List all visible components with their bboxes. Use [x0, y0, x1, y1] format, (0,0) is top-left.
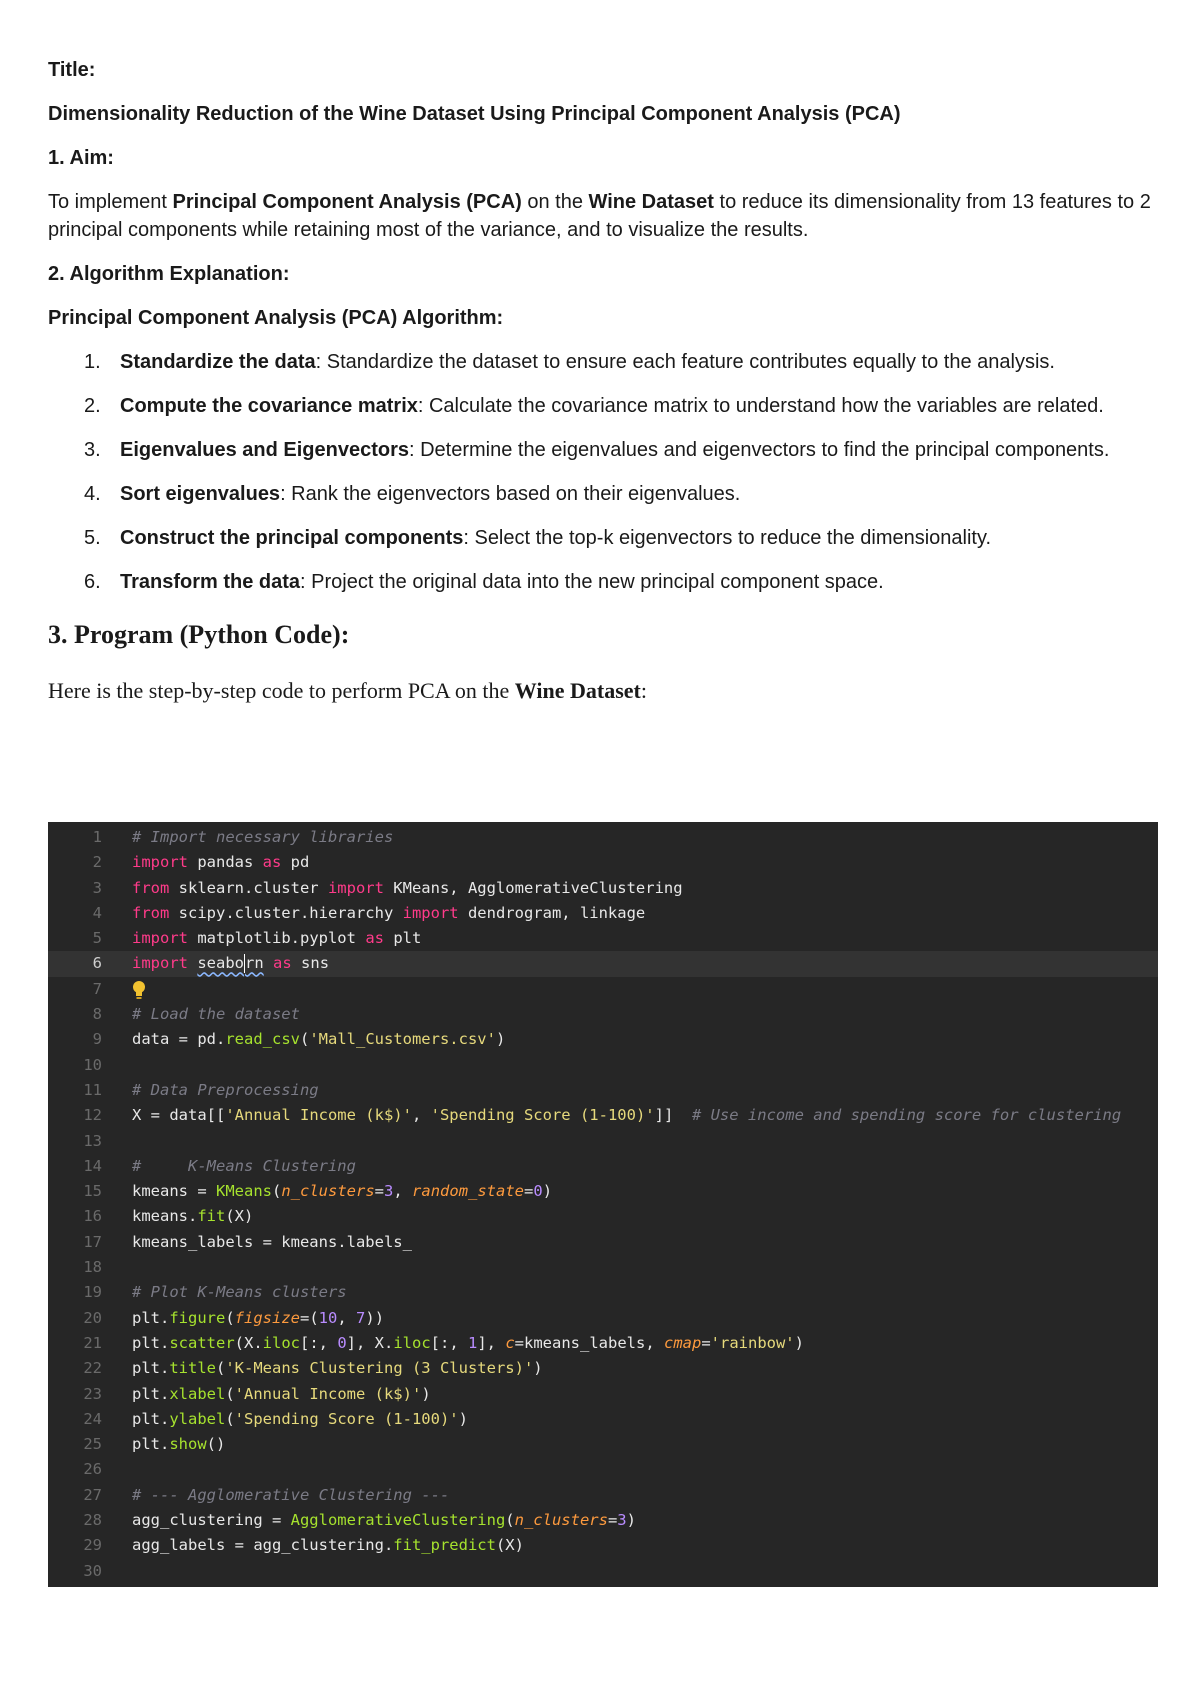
code-token: 'Annual Income (k$)' [234, 1384, 422, 1403]
code-line [48, 850, 1158, 875]
code-token: [:, [299, 1333, 338, 1352]
code-token: =( [300, 1308, 319, 1327]
code-token: ( [225, 1409, 235, 1428]
aim-text-2: on the [521, 191, 589, 213]
code-token: iloc [393, 1333, 431, 1352]
code-text [132, 1002, 300, 1027]
step-term: Sort eigenvalues [120, 483, 281, 505]
code-token: dendrogram, linkage [458, 903, 646, 922]
program-intro [48, 676, 1158, 706]
code-text [132, 1306, 384, 1331]
code-token: plt [383, 929, 422, 948]
step-number: 5. [84, 527, 101, 549]
code-token: plt. [132, 1409, 170, 1428]
code-token: ) [495, 1030, 506, 1049]
code-text [132, 1027, 505, 1052]
step-number: 2. [84, 395, 101, 417]
line-number: 8 [92, 1005, 102, 1024]
line-number: 12 [83, 1106, 102, 1125]
code-text [132, 1230, 412, 1255]
step-description: : Select the top-k eigenvectors to reduce the dimensionality. [463, 527, 992, 549]
code-line [48, 1280, 1158, 1305]
code-token: = [701, 1333, 711, 1352]
title-label: Title: [48, 59, 96, 81]
code-text [132, 1432, 225, 1457]
code-keyword: import [132, 929, 188, 948]
line-number: 20 [83, 1308, 102, 1327]
code-line [48, 1027, 1158, 1052]
code-keyword: import [402, 903, 459, 922]
code-token: =kmeans_labels, [514, 1333, 664, 1352]
step-term: Standardize the data [120, 351, 316, 373]
code-token: agg_clustering = [132, 1511, 291, 1530]
code-token: plt. [132, 1435, 170, 1454]
code-token: title [169, 1359, 216, 1378]
code-comment: # Import necessary libraries [132, 828, 394, 846]
code-line [48, 1306, 1158, 1331]
algorithm-subheading: Principal Component Analysis (PCA) Algorithm: [48, 307, 504, 329]
code-text [132, 1382, 431, 1407]
aim-heading: 1. Aim: [48, 147, 114, 169]
line-number: 16 [83, 1207, 102, 1226]
code-token: kmeans. [132, 1207, 198, 1226]
program-heading: 3. Program (Python Code): [48, 620, 350, 649]
line-number: 15 [83, 1182, 102, 1201]
code-token: ) [626, 1511, 636, 1530]
code-line [48, 1407, 1158, 1432]
code-text [132, 1280, 347, 1305]
code-text [132, 1204, 253, 1229]
aim-bold-dataset: Wine Dataset [588, 191, 714, 213]
code-token: agg_labels = agg_clustering. [132, 1536, 394, 1555]
step-number: 4. [84, 483, 101, 505]
code-line [48, 1559, 1158, 1584]
code-token: ) [794, 1333, 804, 1352]
code-token: scatter [169, 1333, 235, 1352]
code-text [132, 850, 309, 875]
step-description: : Determine the eigenvalues and eigenvectors to find the principal components. [409, 439, 1110, 461]
list-item [48, 436, 1158, 464]
code-token: pd [281, 853, 310, 872]
code-line [48, 1230, 1158, 1255]
code-line [48, 1053, 1158, 1078]
code-token: show [169, 1435, 207, 1454]
line-number: 27 [83, 1485, 102, 1504]
code-token: X = data[[ [132, 1106, 226, 1125]
code-text [132, 1331, 804, 1356]
list-item [48, 392, 1158, 420]
code-token: sns [291, 954, 330, 973]
line-number: 30 [83, 1561, 102, 1580]
code-keyword: from [132, 903, 170, 922]
step-description: : Rank the eigenvectors based on their eigenvalues. [280, 483, 741, 505]
aim-text-1: To implement [48, 191, 173, 213]
code-token: 'Annual Income (k$)' [225, 1106, 412, 1125]
code-line [48, 977, 1158, 1002]
code-token: figure [169, 1308, 226, 1327]
list-item [48, 480, 1158, 508]
code-text [132, 825, 393, 850]
lightbulb-icon[interactable] [132, 980, 146, 1000]
line-number: 13 [83, 1131, 102, 1150]
code-text [132, 1103, 1121, 1128]
code-token: c [505, 1333, 515, 1352]
code-keyword: import [132, 954, 188, 973]
step-description: : Calculate the covariance matrix to understand how the variables are related. [417, 395, 1104, 417]
line-number: 24 [83, 1409, 102, 1428]
code-token: matplotlib.pyplot [188, 929, 366, 948]
code-token: () [206, 1435, 226, 1454]
code-token: cmap [663, 1333, 702, 1352]
line-number: 2 [92, 853, 102, 872]
code-line [48, 825, 1158, 850]
code-token: [:, [430, 1333, 468, 1352]
aim-text-3: to reduce its dimensionality from 13 features to 2 principal components while retaining most of the variance, and to visualize the results. [48, 191, 1151, 241]
step-term: Eigenvalues and Eigenvectors [120, 439, 409, 461]
code-keyword: as [273, 954, 292, 973]
line-number: 1 [92, 828, 102, 846]
code-text [132, 1078, 319, 1103]
list-item [48, 348, 1158, 376]
code-line [48, 1255, 1158, 1280]
code-comment: # Data Preprocessing [132, 1080, 319, 1099]
code-line [48, 1483, 1158, 1508]
code-token: )) [365, 1308, 385, 1327]
line-number: 10 [83, 1055, 102, 1074]
document-title: Dimensionality Reduction of the Wine Dataset Using Principal Component Analysis (PCA) [48, 103, 901, 125]
code-text [132, 1508, 636, 1533]
code-line-active[interactable] [48, 951, 1158, 976]
code-token: ( [216, 1359, 226, 1378]
program-intro-colon: : [640, 678, 647, 703]
code-token: 10 [318, 1308, 338, 1327]
code-token: 3 [384, 1182, 394, 1201]
code-token: ], [477, 1333, 506, 1352]
line-number: 21 [83, 1333, 102, 1352]
step-description: : Project the original data into the new principal component space. [300, 571, 884, 593]
program-intro-text: Here is the step-by-step code to perform PCA on the [48, 678, 515, 703]
code-text [132, 1483, 449, 1508]
code-token: ) [542, 1182, 553, 1201]
aim-paragraph [48, 188, 1158, 244]
code-token: ], X. [346, 1333, 394, 1352]
list-item [48, 524, 1158, 552]
code-line [48, 1204, 1158, 1229]
code-text [132, 1179, 552, 1204]
code-line [48, 901, 1158, 926]
code-token: ) [421, 1384, 431, 1403]
code-token: , [411, 1106, 431, 1125]
code-line [48, 1154, 1158, 1179]
line-number: 28 [83, 1511, 102, 1530]
code-keyword: as [262, 853, 282, 872]
code-token: ( [225, 1384, 235, 1403]
code-token: AgglomerativeClustering [290, 1511, 506, 1530]
code-token: 'Mall_Customers.csv' [309, 1030, 496, 1049]
aim-bold-pca: Principal Component Analysis (PCA) [172, 191, 522, 213]
code-line [48, 1432, 1158, 1457]
code-token: KMeans, AgglomerativeClustering [383, 878, 683, 897]
code-line [48, 1103, 1158, 1128]
code-token: plt. [132, 1308, 170, 1327]
code-line [48, 1508, 1158, 1533]
code-token: ylabel [169, 1409, 226, 1428]
code-text [132, 1533, 524, 1558]
code-keyword: import [327, 878, 384, 897]
code-comment: # K-Means Clustering [132, 1156, 356, 1175]
line-number: 3 [92, 878, 102, 897]
algorithm-heading: 2. Algorithm Explanation: [48, 263, 290, 285]
code-comment: # --- Agglomerative Clustering --- [132, 1485, 450, 1504]
line-number: 19 [83, 1283, 102, 1302]
code-text [132, 926, 421, 951]
code-token: plt. [132, 1333, 170, 1352]
code-token: 'Spending Score (1-100)' [234, 1409, 459, 1428]
code-token: xlabel [169, 1384, 226, 1403]
code-token: fit [197, 1207, 226, 1226]
code-token: ( [272, 1182, 282, 1201]
code-token: ( [299, 1030, 310, 1049]
code-keyword: from [132, 878, 170, 897]
code-line [48, 1078, 1158, 1103]
line-number: 17 [83, 1232, 102, 1251]
code-token: 'rainbow' [710, 1333, 795, 1352]
code-token: ]] [654, 1106, 692, 1125]
code-token: seabo [197, 954, 245, 973]
code-token: plt. [132, 1359, 170, 1378]
code-token: KMeans [216, 1182, 272, 1201]
step-term: Construct the principal components [120, 527, 464, 549]
code-token: n_clusters [514, 1511, 608, 1530]
code-token: 0 [533, 1182, 543, 1201]
code-text [132, 1154, 356, 1179]
code-token: pandas [188, 853, 263, 872]
code-token: = [524, 1182, 534, 1201]
code-editor-screenshot [48, 822, 1158, 1587]
line-number: 9 [92, 1030, 102, 1049]
code-keyword: import [132, 853, 188, 872]
code-text [132, 901, 645, 926]
code-line [48, 1002, 1158, 1027]
code-keyword: as [365, 929, 384, 948]
code-line [48, 1457, 1158, 1482]
step-description: : Standardize the dataset to ensure each feature contributes equally to the analysis. [315, 351, 1055, 373]
step-term: Transform the data [120, 571, 301, 593]
code-text [132, 1356, 543, 1381]
document-body [48, 56, 1158, 724]
code-comment: # Use income and spending score for clustering [691, 1106, 1122, 1125]
step-number: 1. [84, 351, 101, 373]
step-number: 3. [84, 439, 101, 461]
code-line [48, 926, 1158, 951]
code-token: scipy.cluster.hierarchy [169, 903, 403, 922]
code-token: figsize [234, 1308, 300, 1327]
code-token: data = pd. [132, 1030, 226, 1049]
code-token: kmeans = [132, 1182, 216, 1201]
line-number: 11 [83, 1080, 102, 1099]
code-line [48, 1179, 1158, 1204]
algorithm-steps [48, 348, 1158, 596]
code-token: 1 [467, 1333, 478, 1352]
line-number: 29 [83, 1536, 102, 1555]
code-token: 3 [617, 1511, 627, 1530]
code-token: read_csv [225, 1030, 300, 1049]
code-token: ( [505, 1511, 515, 1530]
line-number: 7 [92, 979, 102, 998]
step-term: Compute the covariance matrix [120, 395, 418, 417]
step-number: 6. [84, 571, 101, 593]
code-token: , [393, 1182, 413, 1201]
code-text [132, 951, 329, 976]
code-token: , [337, 1308, 357, 1327]
code-token: = [607, 1511, 618, 1530]
code-line [48, 1356, 1158, 1381]
line-number: 26 [83, 1460, 102, 1479]
code-line [48, 876, 1158, 901]
code-token: sklearn.cluster [169, 878, 328, 897]
code-text [132, 876, 683, 901]
code-token: iloc [262, 1333, 300, 1352]
line-number: 25 [83, 1435, 102, 1454]
code-token: fit_predict [393, 1536, 496, 1555]
code-token: plt. [132, 1384, 170, 1403]
code-token: = [374, 1182, 385, 1201]
code-token: ) [533, 1359, 543, 1378]
line-number: 6 [92, 954, 102, 973]
code-line [48, 1331, 1158, 1356]
line-number: 18 [83, 1258, 102, 1277]
code-line [48, 1129, 1158, 1154]
code-comment: # Plot K-Means clusters [132, 1283, 347, 1302]
code-line [48, 1382, 1158, 1407]
code-token: (X) [495, 1536, 524, 1555]
code-token: rn [245, 954, 264, 973]
code-token: kmeans_labels = kmeans.labels_ [132, 1232, 412, 1251]
code-token: 'Spending Score (1-100)' [430, 1106, 655, 1125]
line-number: 14 [83, 1156, 102, 1175]
code-line [48, 1533, 1158, 1558]
list-item [48, 568, 1158, 596]
code-token: 'K-Means Clustering (3 Clusters)' [225, 1359, 534, 1378]
code-token: n_clusters [281, 1182, 375, 1201]
line-number: 22 [83, 1359, 102, 1378]
code-token: ) [458, 1409, 468, 1428]
code-text [132, 1407, 468, 1432]
code-token: 7 [356, 1308, 366, 1327]
code-token: (X) [225, 1207, 254, 1226]
program-intro-bold: Wine Dataset [514, 678, 641, 703]
line-number: 5 [92, 929, 102, 948]
code-token: ( [225, 1308, 235, 1327]
code-comment: # Load the dataset [132, 1005, 300, 1024]
line-number: 23 [83, 1384, 102, 1403]
code-token: (X. [234, 1333, 263, 1352]
line-number: 4 [92, 903, 102, 922]
code-token: random_state [412, 1182, 525, 1201]
code-token: 0 [337, 1333, 347, 1352]
